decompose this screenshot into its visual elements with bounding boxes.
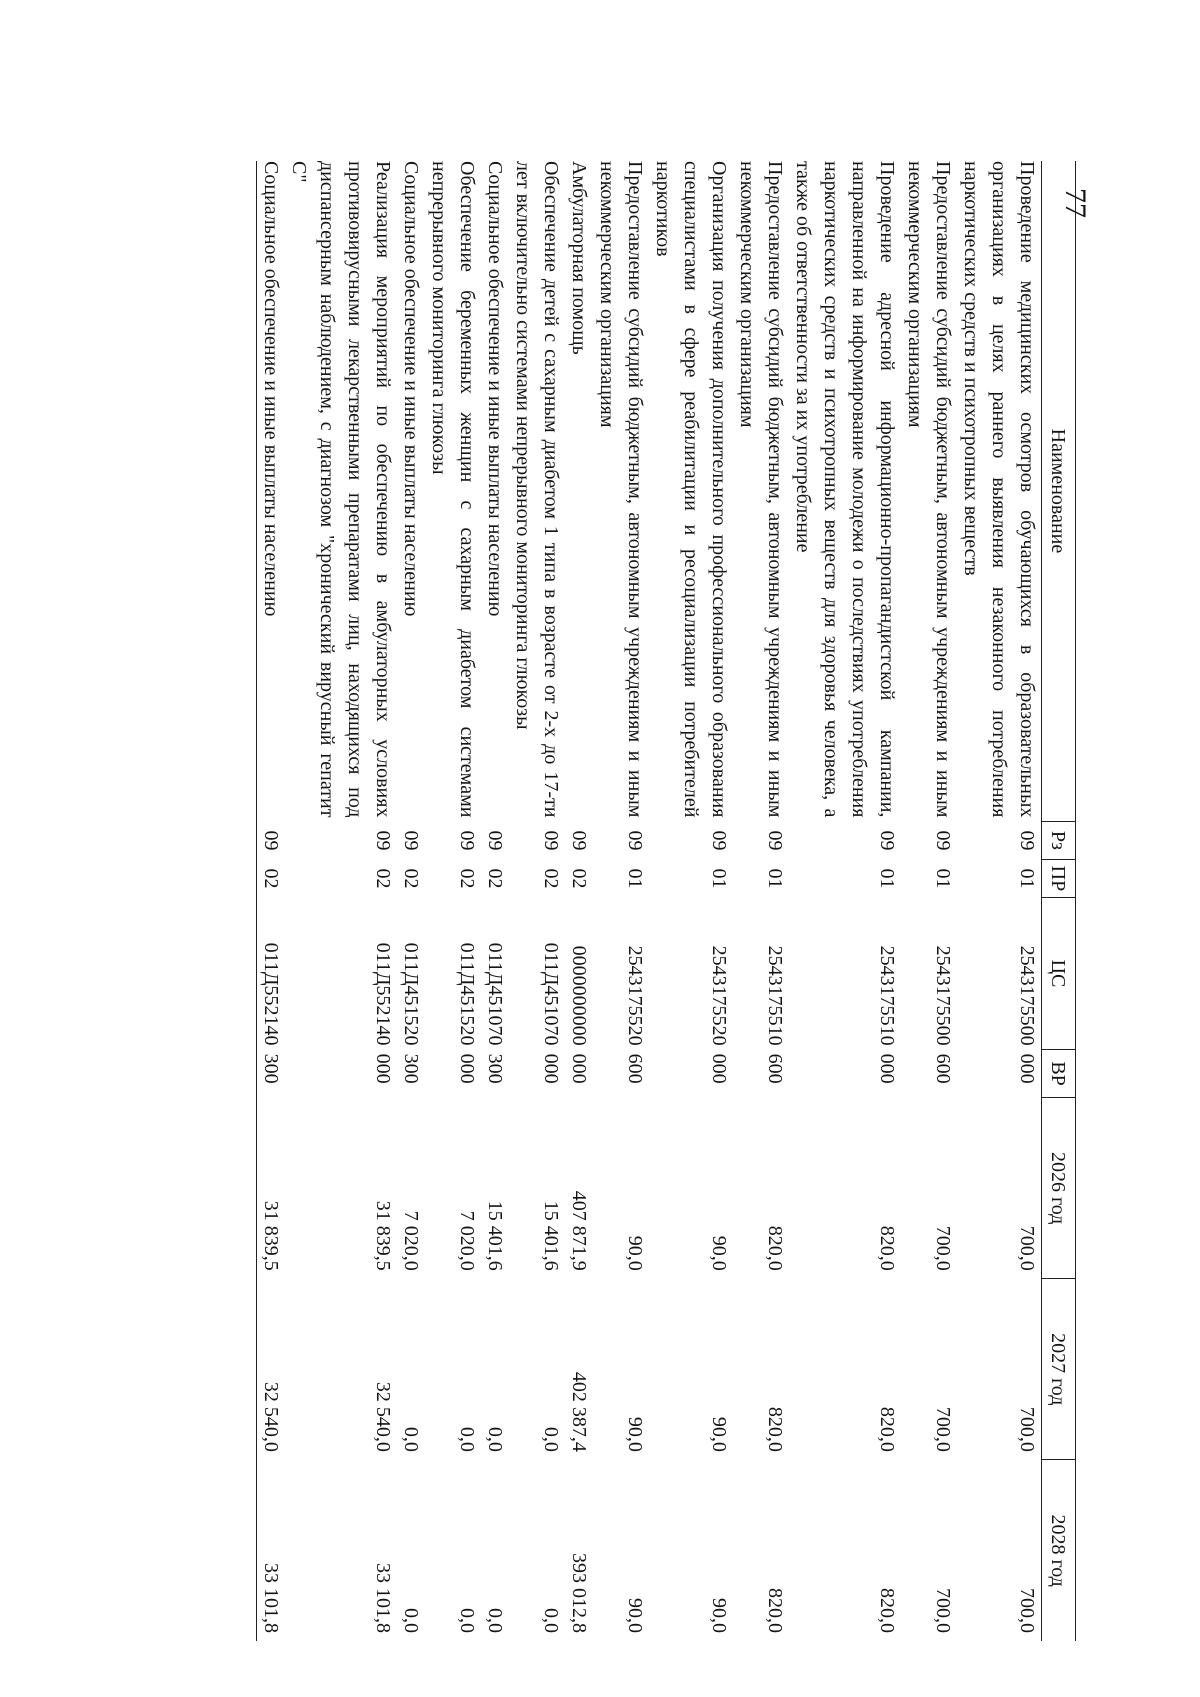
table-row [593, 161, 649, 1641]
row-2028: 820,0 [764, 1588, 786, 1633]
row-vr: 300 [257, 1050, 286, 1098]
row-pr: 01 [624, 868, 646, 889]
row-cs: 011Д451520 [400, 942, 422, 1046]
row-2027: 700,0 [1016, 1406, 1038, 1452]
row-name: Амбулаторная помощь [568, 161, 590, 355]
row-rz: 09 [372, 830, 394, 851]
row-rz: 09 [624, 830, 646, 851]
row-cs: 2543175500 [932, 945, 954, 1046]
row-rz: 09 [876, 830, 898, 851]
row-2027: 402 387,4 [568, 1371, 590, 1452]
row-name: Проведение медицинских осмотров обучающихся в образовательных организациях в целях раннего выявления незаконного потребления наркотических средств и психотропных веществ [960, 161, 1038, 818]
row-2026: 820,0 [876, 1225, 898, 1271]
row-2027: 0,0 [456, 1426, 478, 1452]
row-cs: 2543175510 [876, 945, 898, 1046]
row-rz: 09 [1016, 830, 1038, 851]
row-2027: 90,0 [624, 1416, 646, 1452]
row-rz: 09 [540, 830, 562, 851]
row-pr: 02 [257, 859, 286, 897]
row-2027: 820,0 [876, 1406, 898, 1452]
row-name: Проведение адресной информационно-пропагандистской кампании, направленной на информирование молодежи о последствиях употребления наркотических средств и психотропных веществ для здоровья человека, а также об ответственности за их употребление [792, 161, 898, 818]
row-2028: 0,0 [456, 1608, 478, 1633]
row-2026: 7 020,0 [456, 1210, 478, 1271]
row-rz: 09 [764, 830, 786, 851]
table-row [565, 161, 593, 1641]
row-vr: 600 [764, 1053, 786, 1084]
row-name: Организация получения дополнительного профессионального образования специалистами в сфере реабилитации и ресоциализации потребителей наркотиков [652, 161, 730, 818]
row-cs: 2543175520 [708, 945, 730, 1046]
table-row [733, 161, 789, 1641]
row-rz: 09 [484, 830, 506, 851]
row-name: Обеспечение беременных женщин с сахарным диабетом системами непрерывного мониторинга глюкозы [428, 161, 478, 818]
row-vr: 000 [708, 1053, 730, 1084]
row-2027: 700,0 [932, 1406, 954, 1452]
row-2027: 0,0 [540, 1426, 562, 1452]
row-2026: 31 839,5 [372, 1200, 394, 1271]
row-pr: 02 [372, 868, 394, 889]
row-2028: 90,0 [624, 1598, 646, 1633]
row-pr: 02 [400, 868, 422, 889]
row-2027: 90,0 [708, 1416, 730, 1452]
row-vr: 600 [624, 1053, 646, 1084]
row-vr: 000 [456, 1053, 478, 1084]
page-number: 77 [1059, 188, 1092, 218]
row-2028: 33 101,8 [257, 1460, 286, 1641]
row-pr: 02 [484, 868, 506, 889]
row-2028: 90,0 [708, 1598, 730, 1633]
row-vr: 000 [568, 1053, 590, 1084]
row-cs: 011Д451520 [456, 942, 478, 1046]
budget-table [256, 161, 1076, 1641]
table-row [425, 161, 481, 1641]
row-name: Социальное обеспечение и иные выплаты населению [257, 161, 286, 821]
row-2026: 15 401,6 [484, 1200, 506, 1271]
row-cs: 011Д552140 [257, 897, 286, 1049]
row-2027: 0,0 [484, 1426, 506, 1452]
header-vr: ВР [1042, 1050, 1076, 1098]
table-row [649, 161, 733, 1641]
row-vr: 300 [484, 1053, 506, 1084]
row-vr: 000 [540, 1053, 562, 1084]
table-header-row [1042, 161, 1076, 1641]
row-rz: 09 [400, 830, 422, 851]
row-2026: 90,0 [624, 1235, 646, 1271]
row-2026: 90,0 [708, 1235, 730, 1271]
table-row [789, 161, 901, 1641]
row-cs: 2543175500 [1016, 945, 1038, 1046]
row-vr: 000 [372, 1053, 394, 1084]
row-pr: 01 [764, 868, 786, 889]
row-2028: 700,0 [1016, 1588, 1038, 1633]
header-rz: Рз [1042, 821, 1076, 859]
row-2026: 700,0 [932, 1225, 954, 1271]
row-2026: 700,0 [1016, 1225, 1038, 1271]
row-cs: 011Д451070 [484, 942, 506, 1046]
row-rz: 09 [932, 830, 954, 851]
row-cs: 011Д451070 [540, 942, 562, 1046]
row-2026: 31 839,5 [257, 1098, 286, 1279]
row-2026: 15 401,6 [540, 1200, 562, 1271]
row-2026: 407 871,9 [568, 1190, 590, 1271]
row-pr: 02 [540, 868, 562, 889]
row-name: Социальное обеспечение и иные выплаты населению [400, 161, 422, 617]
row-rz: 09 [257, 821, 286, 859]
row-name: Предоставление субсидий бюджетным, автономным учреждениям и иным некоммерческим организациям [596, 161, 646, 818]
row-name: Предоставление субсидий бюджетным, автономным учреждениям и иным некоммерческим организациям [736, 161, 786, 818]
row-pr: 01 [932, 868, 954, 889]
row-rz: 09 [456, 830, 478, 851]
table-body [257, 161, 1042, 1641]
row-2027: 32 540,0 [372, 1381, 394, 1452]
table-row [901, 161, 957, 1641]
row-2028: 0,0 [400, 1608, 422, 1633]
row-2028: 0,0 [484, 1608, 506, 1633]
header-2028: 2028 год [1042, 1460, 1076, 1641]
table-row [481, 161, 509, 1641]
table-row [257, 161, 286, 1641]
row-2026: 820,0 [764, 1225, 786, 1271]
row-2028: 393 012,8 [568, 1553, 590, 1633]
row-2028: 0,0 [540, 1608, 562, 1633]
row-cs: 011Д552140 [372, 942, 394, 1046]
header-pr: ПР [1042, 859, 1076, 897]
row-rz: 09 [568, 830, 590, 851]
header-2027: 2027 год [1042, 1279, 1076, 1460]
row-vr: 600 [932, 1053, 954, 1084]
row-2027: 820,0 [764, 1406, 786, 1452]
row-cs: 0000000000 [568, 945, 590, 1046]
row-2026: 7 020,0 [400, 1210, 422, 1271]
table-row [285, 161, 397, 1641]
budget-table-frame [206, 161, 1076, 1641]
row-pr: 02 [568, 868, 590, 889]
row-vr: 300 [400, 1053, 422, 1084]
row-rz: 09 [708, 830, 730, 851]
row-pr: 01 [1016, 868, 1038, 889]
header-name: Наименование [1042, 161, 1076, 821]
row-name: Социальное обеспечение и иные выплаты населению [484, 161, 506, 617]
row-name: Предоставление субсидий бюджетным, автономным учреждениям и иным некоммерческим организациям [904, 161, 954, 818]
row-name: Обеспечение детей с сахарным диабетом 1 типа в возрасте от 2-х до 17-ти лет включительно системами непрерывного мониторинга глюкозы [512, 161, 562, 818]
header-2026: 2026 год [1042, 1098, 1076, 1279]
header-cs: ЦС [1042, 897, 1076, 1049]
row-pr: 02 [456, 868, 478, 889]
row-2028: 820,0 [876, 1588, 898, 1633]
row-2028: 33 101,8 [372, 1563, 394, 1633]
row-vr: 000 [876, 1053, 898, 1084]
row-vr: 000 [1016, 1053, 1038, 1084]
row-2027: 32 540,0 [257, 1279, 286, 1460]
table-row [397, 161, 425, 1641]
table-row [509, 161, 565, 1641]
row-2028: 700,0 [932, 1588, 954, 1633]
row-name: Реализация мероприятий по обеспечению в амбулаторных условиях противовирусными лекарственными препаратами лиц, находящихся под диспансерным наблюдением, с диагнозом "хронический вирусный гепатит С" [288, 161, 394, 818]
row-2027: 0,0 [400, 1426, 422, 1452]
row-pr: 01 [876, 868, 898, 889]
table-row [957, 161, 1042, 1641]
row-cs: 2543175510 [764, 945, 786, 1046]
row-pr: 01 [708, 868, 730, 889]
row-cs: 2543175520 [624, 945, 646, 1046]
